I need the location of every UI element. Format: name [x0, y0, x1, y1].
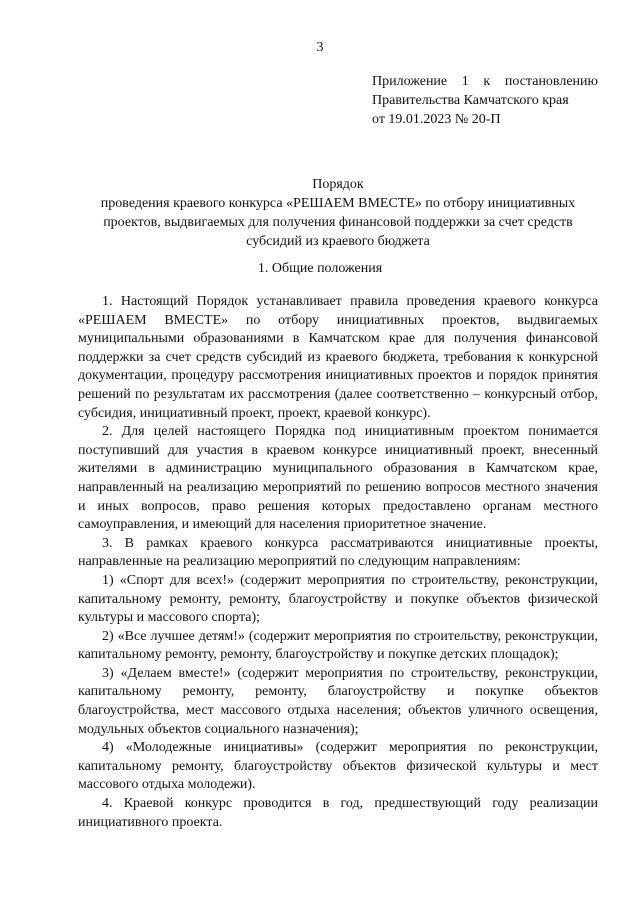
- document-title: [78, 175, 598, 251]
- paragraph-4: 4. Краевой конкурс проводится в год, предшествующий году реализации инициативного проекта.: [78, 796, 598, 830]
- document-body: [78, 293, 598, 832]
- list-item-3: 3) «Делаем вместе!» (содержит мероприятия по строительству, реконструкции, капитальному ремонту, ремонту, благоустройству и покупке объектов благоустройства, мест массового отдыха населения; объектов уличного освещения, модульных объектов социального назначения);: [78, 665, 598, 737]
- appendix-line-2: Правительства Камчатского края: [372, 93, 569, 108]
- list-item-4: 4) «Молодежные инициативы» (содержит мероприятия по реконструкции, капитальному ремонту, благоустройству объектов физической культуры и мест массового отдыха молодежи).: [78, 740, 598, 793]
- appendix-line-1: Приложение 1 к постановлению: [372, 74, 598, 89]
- appendix-block: [372, 72, 598, 129]
- paragraph-2: 2. Для целей настоящего Порядка под инициативным проектом понимается поступивший для участия в краевом конкурсе инициативный проект, внесенный жителями в администрацию муниципального образования в Камчатском крае, направленный на реализацию мероприятий по решению вопросов местного значения и иных вопросов, право решения которых предоставлено органам местного самоуправления, и имеющий для населения приоритетное значение.: [78, 424, 598, 533]
- list-item-2: 2) «Все лучшее детям!» (содержит мероприятия по строительству, реконструкции, капитальному ремонту, ремонту, благоустройству и покупке детских площадок);: [78, 628, 598, 663]
- title-line-1: Порядок: [312, 177, 364, 192]
- paragraph-3: 3. В рамках краевого конкурса рассматриваются инициативные проекты, направленные на реализацию мероприятий по следующим направлениям:: [78, 535, 598, 570]
- title-line-4: субсидий из краевого бюджета: [246, 234, 430, 249]
- title-line-3: проектов, выдвигаемых для получения финансовой поддержки за счет средств: [103, 215, 573, 230]
- paragraph-1: 1. Настоящий Порядок устанавливает правила проведения краевого конкурса «РЕШАЕМ ВМЕСТЕ» по отбору инициативных проектов, выдвигаемых муниципальными образованиями в Камчатском крае для получения финансовой поддержки за счет средств субсидий из краевого бюджета, требования к конкурсной документации, процедуру рассмотрения инициативных проектов и порядок принятия решений по результатам их рассмотрения (далее соответственно – конкурсный отбор, субсидия, инициативный проект, проект, краевой конкурс).: [78, 294, 598, 421]
- appendix-line-3: от 19.01.2023 № 20-П: [372, 112, 501, 127]
- list-item-1: 1) «Спорт для всех!» (содержит мероприятия по строительству, реконструкции, капитальному ремонту, ремонту, благоустройству и покупке объектов физической культуры и массового спорта);: [78, 572, 598, 626]
- page-number: 3: [316, 40, 324, 55]
- section-heading: 1. Общие положения: [257, 261, 383, 276]
- title-line-2: проведения краевого конкурса «РЕШАЕМ ВМЕСТЕ» по отбору инициативных: [100, 196, 576, 211]
